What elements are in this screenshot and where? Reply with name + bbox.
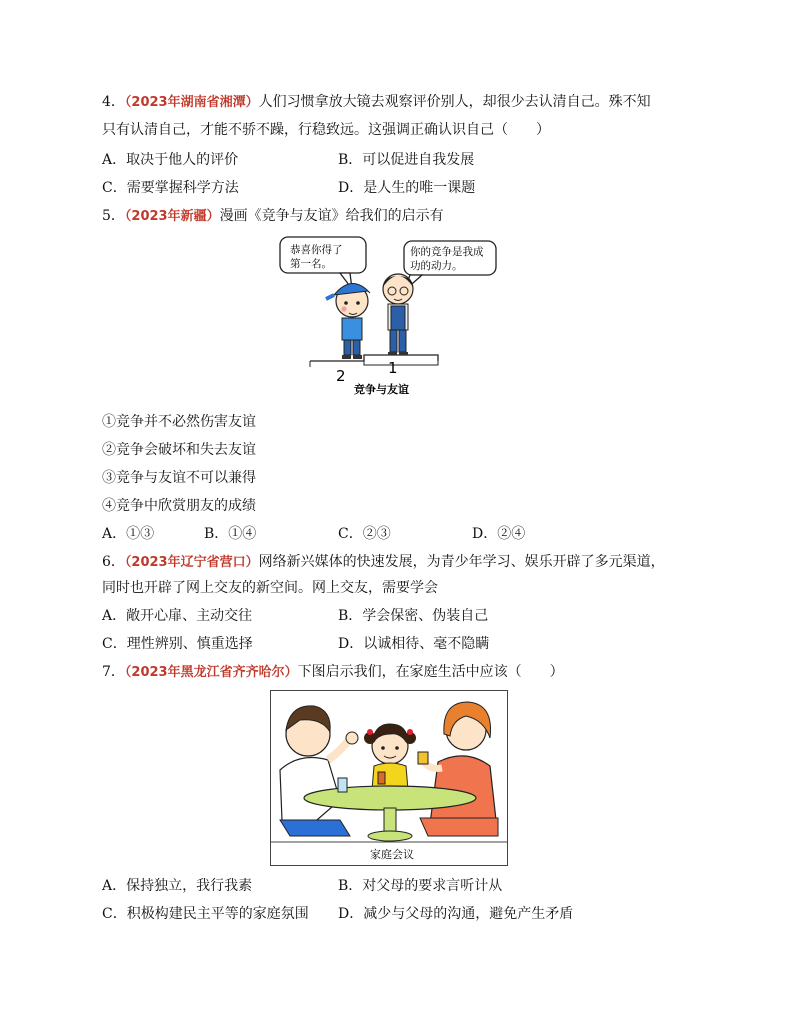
option-c[interactable]: C．需要掌握科学方法 — [102, 180, 239, 196]
picture-caption: 家庭会议 — [370, 848, 414, 861]
option-b[interactable]: B．①④ — [204, 526, 257, 542]
option-d[interactable]: D．②④ — [472, 526, 526, 542]
option-a[interactable]: A．保持独立，我行我素 — [102, 878, 253, 894]
option-a[interactable]: A．取决于他人的评价 — [102, 152, 239, 168]
question-5-line-1 — [102, 206, 444, 227]
option-b[interactable]: B．可以促进自我发展 — [338, 152, 475, 168]
question-6-line-1 — [102, 552, 665, 573]
option-c[interactable]: C．②③ — [338, 526, 391, 542]
option-a[interactable]: A．①③ — [102, 526, 155, 542]
boy-first-place — [383, 274, 413, 355]
question-stem: 人们习惯拿放大镜去观察评价别人，却很少去认清自己。殊不知 — [258, 94, 651, 110]
question-number: 4． — [102, 94, 125, 110]
question-stem: 漫画《竞争与友谊》给我们的启示有 — [219, 208, 444, 224]
option-c[interactable]: C．积极构建民主平等的家庭氛围 — [102, 906, 309, 922]
option-d[interactable]: D．以诚相待、毫不隐瞒 — [338, 636, 490, 652]
bubble-right-line-1: 你的竞争是我成 — [410, 246, 484, 258]
question-stem: 下图启示我们，在家庭生活中应该（ ） — [297, 664, 564, 680]
option-b[interactable]: B．对父母的要求言听计从 — [338, 878, 503, 894]
question-6-line-2: 同时也开辟了网上交友的新空间。网上交友，需要学会 — [102, 580, 438, 596]
statement-2: ②竞争会破坏和失去友谊 — [102, 442, 256, 458]
option-d[interactable]: D．减少与父母的沟通，避免产生矛盾 — [338, 906, 574, 922]
podium-number-1: 1 — [388, 359, 398, 377]
bubble-left-line-1: 恭喜你得了 — [290, 244, 343, 256]
bubble-right-line-2: 功的动力。 — [410, 260, 463, 272]
cartoon-competition-friendship — [270, 233, 510, 398]
question-stem: 网络新兴媒体的快速发展，为青少年学习、娱乐开辟了多元渠道， — [258, 554, 665, 570]
question-number: 6． — [102, 554, 125, 570]
boy-second-place — [326, 283, 370, 359]
option-b[interactable]: B．学会保密、伪装自己 — [338, 608, 489, 624]
question-7-line-1 — [102, 662, 564, 683]
bubble-left-line-2: 第一名。 — [290, 258, 332, 270]
question-4-line-2: 只有认清自己，才能不骄不躁，行稳致远。这强调正确认识自己（ ） — [102, 122, 550, 138]
cartoon-image — [270, 233, 510, 398]
statement-4: ④竞争中欣赏朋友的成绩 — [102, 498, 256, 514]
family-meeting-picture — [270, 690, 508, 866]
question-source: （2023年湖南省湘潭） — [124, 95, 259, 110]
question-source: （2023年黑龙江省齐齐哈尔） — [124, 665, 298, 680]
option-d[interactable]: D．是人生的唯一课题 — [338, 180, 476, 196]
podium-number-2: 2 — [336, 367, 346, 385]
question-number: 5． — [102, 208, 125, 224]
question-source: （2023年新疆） — [124, 209, 220, 224]
question-number: 7． — [102, 664, 125, 680]
question-source: （2023年辽宁省营口） — [124, 555, 259, 570]
question-4-line-1 — [102, 92, 651, 113]
option-c[interactable]: C．理性辨别、慎重选择 — [102, 636, 253, 652]
statement-3: ③竞争与友谊不可以兼得 — [102, 470, 256, 486]
option-a[interactable]: A．敞开心扉、主动交往 — [102, 608, 253, 624]
statement-1: ①竞争并不必然伤害友谊 — [102, 414, 256, 430]
family-meeting-image — [270, 690, 508, 866]
cartoon-caption: 竞争与友谊 — [354, 383, 409, 396]
